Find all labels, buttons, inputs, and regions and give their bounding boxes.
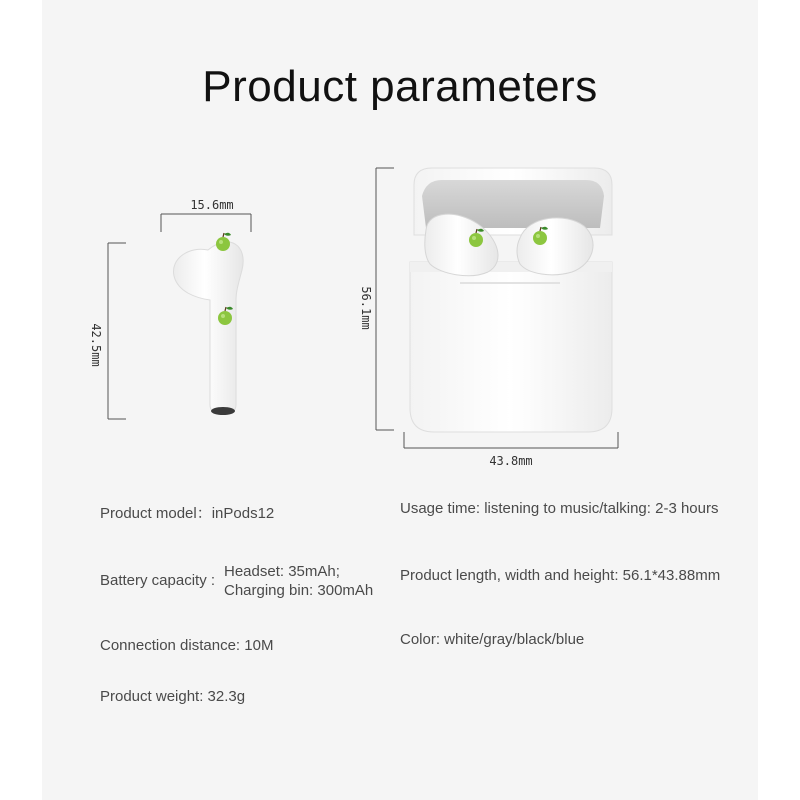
spec-distance: Connection distance: 10M xyxy=(100,637,274,654)
spec-color: Color: white/gray/black/blue xyxy=(400,631,585,648)
spec-usage: Usage time: listening to music/talking: 2-3 hours xyxy=(400,500,719,517)
case-height-dimension xyxy=(359,168,394,430)
earbud-height-dimension xyxy=(89,243,126,419)
spec-battery-bin: Charging bin: 300mAh xyxy=(224,582,374,599)
spec-battery-label: Battery capacity : xyxy=(100,572,216,589)
case-width-dimension xyxy=(404,432,618,468)
charging-case-illustration xyxy=(410,168,612,432)
earbud-illustration xyxy=(173,233,243,415)
case-width-label: 43.8mm xyxy=(489,454,533,468)
spec-size: Product length, width and height: 56.1*43.88mm xyxy=(400,567,721,584)
earbud-width-dimension xyxy=(161,198,251,232)
spec-battery-headset: Headset: 35mAh; xyxy=(224,563,340,580)
page-title: Product parameters xyxy=(202,62,598,111)
earbud-width-label: 15.6mm xyxy=(190,198,234,212)
spec-model: Product model：inPods12 xyxy=(100,505,275,522)
spec-weight: Product weight: 32.3g xyxy=(100,688,246,705)
case-height-label: 56.1mm xyxy=(359,286,373,330)
spec-battery-values xyxy=(224,562,373,600)
earbud-height-label: 42.5mm xyxy=(89,323,103,367)
